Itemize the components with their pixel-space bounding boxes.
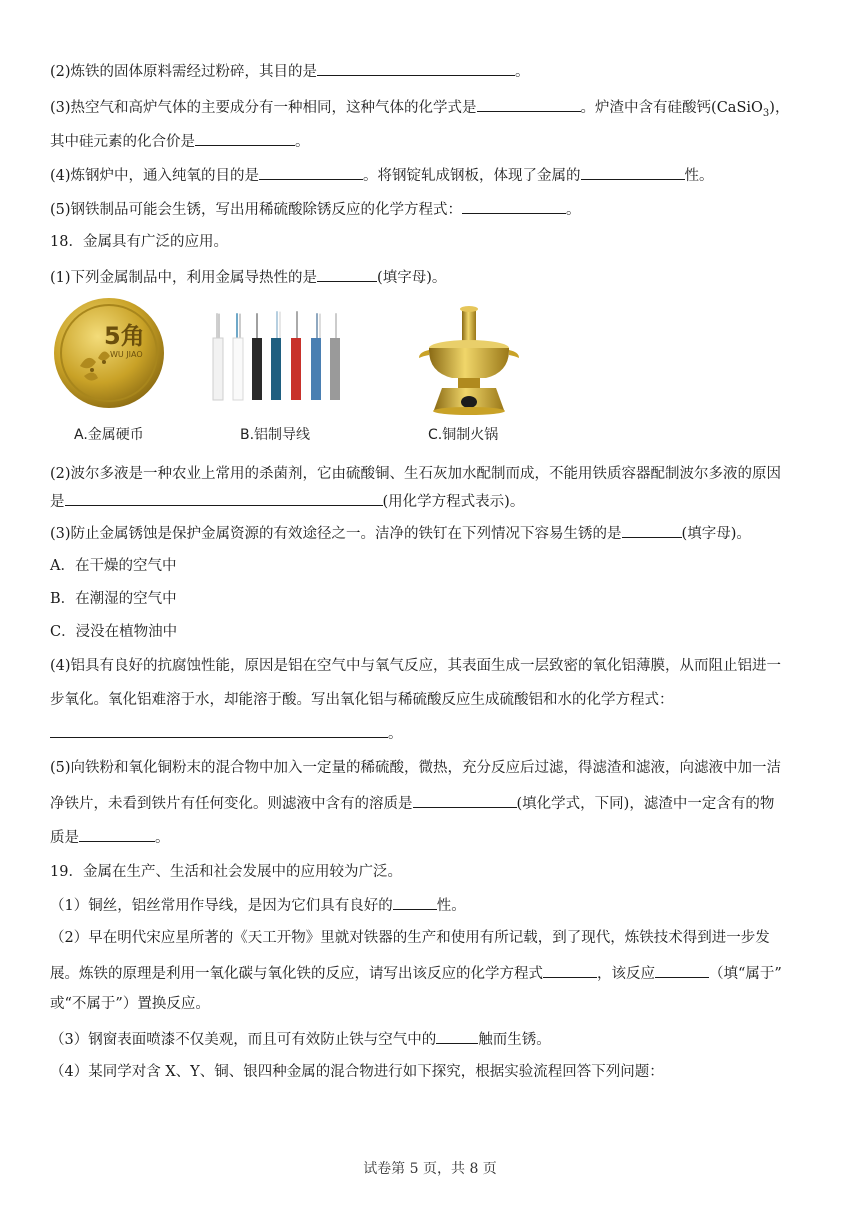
q17-part5 — [50, 198, 830, 220]
question-text: (3)热空气和高炉气体的主要成分有一种相同，这种气体的化学式是 — [50, 100, 477, 116]
q18-part3 — [50, 522, 830, 544]
answer-blank[interactable] — [195, 130, 295, 146]
question-text: 其中硅元素的化合价是 — [50, 134, 195, 150]
question-text: (填字母)。 — [681, 526, 751, 542]
q18-part4-line2: 步氧化。氧化铝难溶于水，却能溶于酸。写出氧化铝与稀硫酸反应生成硫酸铝和水的化学方程式： — [50, 692, 674, 708]
question-text: 触而生锈。 — [478, 1032, 551, 1048]
q19-part1 — [50, 894, 830, 916]
q17-part4 — [50, 164, 830, 186]
q18-part5-line3 — [50, 826, 830, 848]
question-text: (5)钢铁制品可能会生锈，写出用稀硫酸除锈反应的化学方程式： — [50, 202, 463, 218]
q19-part3 — [50, 1028, 830, 1050]
question-text: (用化学方程式表示)。 — [382, 494, 525, 510]
question-text: 性。 — [684, 168, 714, 184]
question-text: 。 — [388, 726, 403, 742]
answer-blank[interactable] — [65, 490, 383, 506]
answer-blank[interactable] — [317, 60, 515, 76]
answer-blank[interactable] — [50, 722, 388, 738]
q19-part2-line1: （2）早在明代宋应星所著的《天工开物》里就对铁器的生产和使用有所记载，到了现代，炼铁技术得到进一步发 — [50, 930, 770, 946]
subscript: 3 — [762, 107, 770, 119]
q18-part2-line1: (2)波尔多液是一种农业上常用的杀菌剂，它由硫酸铜、生石灰加水配制而成，不能用铁质容器配制波尔多液的原因 — [50, 466, 782, 482]
question-text: （1）铜丝，铝丝常用作导线，是因为它们具有良好的 — [50, 898, 393, 914]
question-text: 性。 — [436, 898, 466, 914]
q18-part2-line2 — [50, 490, 830, 512]
option-a: A．在干燥的空气中 — [50, 558, 177, 574]
answer-blank[interactable] — [543, 962, 597, 978]
q17-part3-line2 — [50, 130, 830, 152]
question-text: (填化学式，下同)，滤渣中一定含有的物 — [516, 796, 775, 812]
question-text: 质是 — [50, 830, 79, 846]
q18-part5-line1: (5)向铁粉和氧化铜粉末的混合物中加入一定量的稀硫酸，微热，充分反应后过滤，得滤渣和滤液，向滤液中加一洁 — [50, 760, 782, 776]
answer-blank[interactable] — [462, 198, 566, 214]
question-text: (4)炼钢炉中，通入纯氧的目的是 — [50, 168, 260, 184]
answer-blank[interactable] — [581, 164, 685, 180]
coin-denomination: 5角 — [104, 322, 145, 350]
q19-part2-line2 — [50, 962, 830, 984]
q18-title: 18．金属具有广泛的应用。 — [50, 234, 228, 250]
question-text: (2)炼铁的固体原料需经过粉碎，其目的是 — [50, 64, 318, 80]
q18-part4-line3 — [50, 722, 830, 744]
q19-part4: （4）某同学对含 X、Y、铜、银四种金属的混合物进行如下探究，根据实验流程回答下列问题： — [50, 1064, 664, 1080]
question-text: 。 — [566, 202, 581, 218]
question-text: ，该反应 — [597, 966, 655, 982]
option-c: C．浸没在植物油中 — [50, 624, 178, 640]
question-text: 。将钢锭轧成钢板，体现了金属的 — [363, 168, 581, 184]
question-text: （填“属于” — [709, 966, 782, 982]
q19-title: 19．金属在生产、生活和社会发展中的应用较为广泛。 — [50, 864, 402, 880]
q18-part4-line1: (4)铝具有良好的抗腐蚀性能，原因是铝在空气中与氧气反应，其表面生成一层致密的氧化铝薄膜，从而阻止铝进一 — [50, 658, 782, 674]
coin-image — [52, 296, 166, 410]
q17-part2 — [50, 60, 830, 82]
question-text: (1)下列金属制品中，利用金属导热性的是 — [50, 270, 318, 286]
question-text: 。炉渣中含有硅酸钙(CaSiO — [580, 100, 763, 116]
caption-hotpot: C.铜制火锅 — [428, 427, 499, 443]
answer-blank[interactable] — [79, 826, 155, 842]
q18-part5-line2 — [50, 792, 830, 814]
option-b: B．在潮湿的空气中 — [50, 591, 177, 607]
answer-blank[interactable] — [393, 894, 437, 910]
question-text: (填字母)。 — [377, 270, 447, 286]
answer-blank[interactable] — [413, 792, 517, 808]
question-text: 。 — [295, 134, 310, 150]
q17-part3-line1 — [50, 96, 830, 124]
question-text: (3)防止金属锈蚀是保护金属资源的有效途径之一。洁净的铁钉在下列情况下容易生锈的是 — [50, 526, 622, 542]
caption-wire: B.铝制导线 — [240, 427, 311, 443]
q18-part1 — [50, 266, 830, 288]
answer-blank[interactable] — [259, 164, 363, 180]
question-text: 净铁片，未看到铁片有任何变化。则滤液中含有的溶质是 — [50, 796, 413, 812]
question-text: )， — [769, 100, 790, 116]
question-text: 。 — [155, 830, 170, 846]
coin-pinyin: WU JIAO — [110, 350, 143, 359]
question-text: （3）钢窗表面喷漆不仅美观，而且可有效防止铁与空气中的 — [50, 1032, 437, 1048]
answer-blank[interactable] — [655, 962, 709, 978]
question-text: 展。炼铁的原理是利用一氧化碳与氧化铁的反应，请写出该反应的化学方程式 — [50, 966, 543, 982]
wires-image — [205, 310, 345, 402]
hotpot-image — [412, 306, 526, 416]
caption-coin: A.金属硬币 — [74, 427, 144, 443]
answer-blank[interactable] — [477, 96, 581, 112]
answer-blank[interactable] — [436, 1028, 478, 1044]
answer-blank[interactable] — [317, 266, 377, 282]
q19-part2-line3: 或“不属于”）置换反应。 — [50, 996, 210, 1012]
answer-blank[interactable] — [622, 522, 682, 538]
question-text: 。 — [515, 64, 530, 80]
page-footer: 试卷第 5 页，共 8 页 — [363, 1161, 497, 1177]
question-text: 是 — [50, 494, 65, 510]
